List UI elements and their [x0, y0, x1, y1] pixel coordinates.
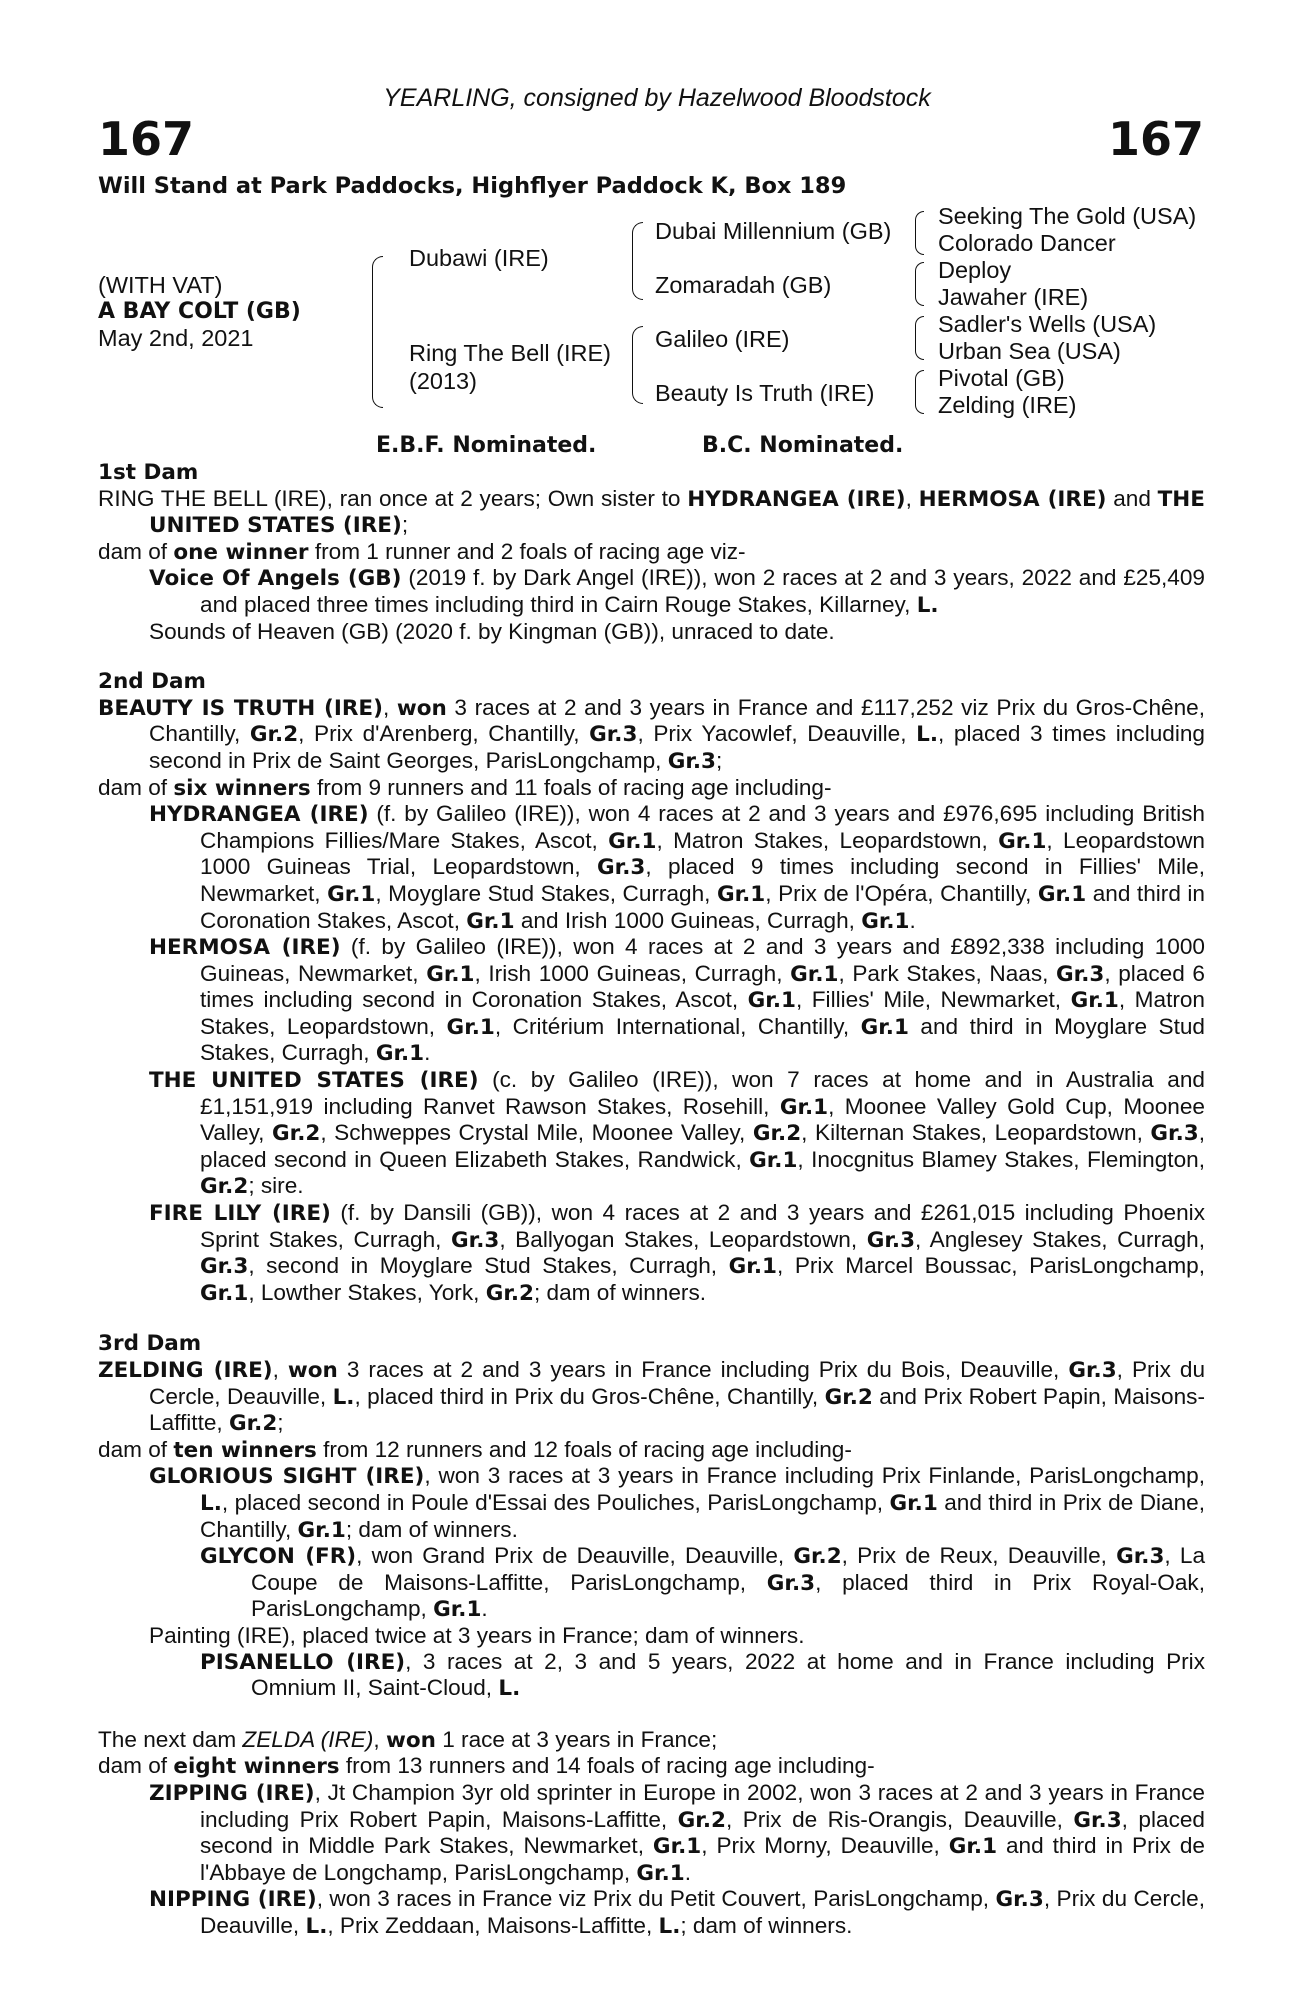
bold-text: Gr.1 — [466, 908, 515, 934]
pedigree-bracket-main — [372, 256, 383, 408]
bold-text: Gr.3 — [667, 748, 716, 774]
second-dam-produce-summary — [98, 775, 1205, 802]
bold-text: Gr.1 — [446, 1014, 495, 1040]
pedigree-dss: Sadler's Wells (USA) — [938, 311, 1157, 337]
bold-text: THE UNITED STATES (IRE) — [149, 486, 1205, 539]
text-segment: , Anglesey Stakes, Curragh, — [915, 1226, 1206, 1252]
produce-entry — [98, 1463, 1205, 1543]
pedigree-dam-dam: Beauty Is Truth (IRE) — [655, 380, 875, 406]
next-dam-produce-summary — [98, 1753, 1205, 1780]
bold-text: L. — [498, 1676, 521, 1702]
pedigree-ssd: Colorado Dancer — [938, 230, 1116, 256]
bold-text: Gr.1 — [652, 1834, 702, 1860]
pedigree-ddd: Zelding (IRE) — [938, 392, 1077, 418]
bold-text: L. — [916, 592, 939, 618]
bold-text: Gr.1 — [860, 1014, 909, 1040]
bold-text: Gr.1 — [728, 1254, 777, 1280]
bold-text: won — [385, 1727, 436, 1753]
pedigree-bracket-sire — [632, 222, 643, 300]
text-segment: , Park Stakes, Naas, — [838, 960, 1057, 986]
bold-text: THE UNITED STATES (IRE) — [149, 1068, 479, 1094]
text-segment: (c. by Galileo (IRE)), won 7 races at home and in Australia and £1,151,919 including Ranvet Rawson Stakes, Rosehill, — [200, 1067, 1205, 1119]
bold-text: Gr.3 — [766, 1570, 816, 1596]
text-segment: , Prix d'Arenberg, Chantilly, — [298, 721, 590, 747]
produce-entry — [98, 1067, 1205, 1200]
third-dam-heading: 3rd Dam — [98, 1331, 202, 1357]
bold-text: Gr.1 — [1037, 881, 1087, 907]
bold-text: HERMOSA (IRE) — [149, 935, 341, 961]
text-segment: and third in Prix de Diane, Chantilly, — [200, 1489, 1205, 1542]
text-segment: , won 3 races at 3 years in France including Prix Finlande, ParisLongchamp, — [424, 1463, 1206, 1489]
bold-text: Gr.1 — [608, 828, 657, 854]
bold-text: Gr.2 — [272, 1121, 321, 1147]
bold-text: PISANELLO (IRE) — [200, 1649, 406, 1675]
text-segment: (f. by Dansili (GB)), won 4 races at 2 and 3 years and £261,015 including Phoenix Sprint Stakes, Curragh, — [200, 1200, 1205, 1252]
text-segment: from 12 runners and 12 foals of racing age including- — [316, 1436, 852, 1462]
second-dam-heading: 2nd Dam — [98, 669, 206, 695]
pedigree-sire-dam: Zomaradah (GB) — [655, 272, 832, 298]
bold-text: Gr.1 — [375, 1041, 425, 1067]
text-segment: , second in Moyglare Stud Stakes, Curragh, — [248, 1253, 729, 1279]
text-segment: dam of — [98, 1753, 174, 1779]
text-segment: , Irish 1000 Guineas, Curragh, — [474, 960, 791, 986]
text-segment: , Prix Morny, Deauville, — [701, 1833, 949, 1859]
pedigree-bracket-ds — [915, 316, 924, 360]
bold-text: ZELDING (IRE) — [98, 1358, 273, 1383]
text-segment: (2019 f. by Dark Angel (IRE)), won 2 races at 2 and 3 years, 2022 and £25,409 and placed three times including third in Cairn Rouge Stakes, Killarney, — [200, 565, 1205, 617]
bold-text: L. — [916, 722, 938, 748]
text-segment: . — [909, 907, 916, 933]
pedigree-bracket-dam — [632, 326, 643, 404]
text-segment: from 13 runners and 14 foals of racing age including- — [339, 1753, 875, 1779]
bold-text: GLYCON (FR) — [200, 1544, 357, 1570]
foaling-date: May 2nd, 2021 — [98, 325, 254, 351]
bold-text: Gr.2 — [200, 1174, 249, 1200]
horse-name: A BAY COLT (GB) — [98, 299, 301, 324]
text-segment: , Prix de Ris-Orangis, Deauville, — [725, 1806, 1074, 1832]
text-segment: , Matron Stakes, Leopardstown, — [656, 827, 999, 853]
bold-text: ZIPPING (IRE) — [149, 1780, 315, 1806]
text-segment: , won Grand Prix de Deauville, Deauville, — [356, 1543, 794, 1569]
text-segment: ; — [277, 1410, 284, 1436]
bold-text: one winner — [173, 539, 309, 565]
text-segment: , Prix de Reux, Deauville, — [841, 1543, 1117, 1569]
bold-text: Gr.1 — [998, 828, 1047, 854]
first-dam-entry — [98, 486, 1205, 539]
produce-entry — [98, 1780, 1205, 1886]
first-dam-produce-summary — [98, 539, 1205, 566]
text-segment: , placed 6 times including second in Coronation Stakes, Ascot, — [200, 960, 1205, 1013]
next-dam-entry — [98, 1727, 1205, 1754]
text-segment: , Jt Champion 3yr old sprinter in Europe in 2002, won 3 races at 2 and 3 years in France including Prix Robert Papin, Maisons-Laffitte, — [200, 1779, 1205, 1832]
text-segment: , — [382, 694, 397, 720]
bold-text: Gr.3 — [1056, 961, 1105, 987]
bold-text: GLORIOUS SIGHT (IRE) — [149, 1464, 425, 1490]
bold-text: FIRE LILY (IRE) — [149, 1201, 331, 1227]
bold-text: Gr.3 — [597, 855, 646, 881]
text-segment: ; dam of winners. — [534, 1279, 707, 1305]
text-segment: and Prix Robert Papin, Maisons-Laffitte, — [149, 1383, 1205, 1436]
text-segment: , placed third in Prix du Gros-Chêne, Chantilly, — [354, 1383, 825, 1409]
pedigree-bracket-ss — [915, 211, 924, 255]
bc-nomination: B.C. Nominated. — [702, 433, 904, 458]
second-dam-entry — [98, 695, 1205, 775]
text-segment: ; dam of winners. — [680, 1912, 853, 1938]
text-segment: dam of — [98, 538, 174, 564]
bold-text: Gr.3 — [200, 1254, 249, 1280]
pedigree-sss: Seeking The Gold (USA) — [938, 203, 1197, 229]
text-segment: , — [272, 1357, 288, 1382]
pedigree-sds: Deploy — [938, 257, 1012, 283]
text-segment: , placed second in Middle Park Stakes, Newmarket, — [200, 1806, 1205, 1859]
bold-text: L. — [332, 1384, 355, 1410]
text-segment: ; — [716, 747, 723, 773]
produce-entry — [98, 934, 1205, 1067]
text-segment: , Inocgnitus Blamey Stakes, Flemington, — [797, 1146, 1205, 1172]
pedigree-dsd: Urban Sea (USA) — [938, 338, 1121, 364]
bold-text: Gr.3 — [451, 1227, 500, 1253]
bold-text: Gr.3 — [1073, 1807, 1122, 1833]
bold-text: Gr.1 — [747, 988, 796, 1014]
text-segment: ; sire. — [248, 1173, 304, 1199]
bold-text: L. — [305, 1913, 328, 1939]
text-segment: , 3 races at 2, 3 and 5 years, 2022 at home and in France including Prix Omnium II, Saint-Cloud, — [251, 1648, 1205, 1701]
text-segment: RING THE BELL (IRE), ran once at 2 years; Own sister to — [98, 485, 688, 511]
bold-text: ten winners — [173, 1437, 317, 1463]
bold-text: Gr.3 — [866, 1227, 916, 1253]
produce-entry — [98, 1649, 1205, 1702]
text-segment: and third in Moyglare Stud Stakes, Curragh, — [200, 1013, 1205, 1066]
vat-note: (WITH VAT) — [98, 272, 223, 298]
bold-text: Gr.2 — [485, 1280, 534, 1306]
pedigree-sire: Dubawi (IRE) — [409, 245, 549, 271]
text-segment: and third in Coronation Stakes, Ascot, — [200, 880, 1205, 933]
produce-entry — [98, 1543, 1205, 1623]
text-segment: . — [424, 1040, 431, 1066]
text-segment: . — [684, 1859, 691, 1885]
bold-text: Gr.2 — [793, 1544, 842, 1570]
bold-text: Gr.2 — [752, 1121, 802, 1147]
text-segment: . — [481, 1596, 488, 1622]
pedigree-bracket-dd — [915, 370, 924, 414]
lot-number-left: 167 — [98, 112, 195, 166]
text-segment: , Kilternan Stakes, Leopardstown, — [801, 1120, 1151, 1146]
pedigree-dam-sire: Galileo (IRE) — [655, 326, 790, 352]
bold-text: Gr.1 — [327, 881, 376, 907]
produce-entry — [98, 565, 1205, 618]
text-segment: 1 race at 3 years in France; — [435, 1726, 718, 1752]
bold-text: Voice Of Angels (GB) — [149, 566, 402, 592]
bold-text: Gr.1 — [716, 881, 766, 907]
produce-entry: Sounds of Heaven (GB) (2020 f. by Kingman (GB)), unraced to date. — [149, 618, 835, 644]
text-segment: , Prix Yacowlef, Deauville, — [637, 721, 917, 747]
text-segment: dam of — [98, 774, 174, 800]
bold-text: Gr.1 — [636, 1860, 685, 1886]
bold-text: six winners — [173, 775, 311, 801]
bold-text: Gr.2 — [824, 1384, 873, 1410]
text-segment: and Irish 1000 Guineas, Curragh, — [514, 907, 862, 933]
text-segment: 3 races at 2 and 3 years in France including Prix du Bois, Deauville, — [337, 1357, 1069, 1382]
bold-text: Gr.1 — [948, 1834, 998, 1860]
text-segment: , Leopardstown 1000 Guineas Trial, Leopardstown, — [200, 827, 1205, 880]
bold-text: Gr.1 — [749, 1147, 798, 1173]
bold-text: Gr.3 — [1068, 1358, 1117, 1383]
produce-entry — [98, 1200, 1205, 1306]
stand-location: Will Stand at Park Paddocks, Highflyer Paddock K, Box 189 — [98, 173, 847, 199]
third-dam-produce-summary — [98, 1437, 1205, 1464]
bold-text: won — [287, 1358, 338, 1383]
text-segment: from 9 runners and 11 foals of racing age including- — [310, 774, 832, 800]
text-segment: 3 races at 2 and 3 years in France and £117,252 viz Prix du Gros-Chêne, Chantilly, — [149, 694, 1205, 747]
first-dam-heading: 1st Dam — [98, 460, 199, 485]
text-segment: , won 3 races in France viz Prix du Petit Couvert, ParisLongchamp, — [316, 1886, 996, 1912]
bold-text: NIPPING (IRE) — [149, 1887, 317, 1913]
text-segment: from 1 runner and 2 foals of racing age viz- — [308, 538, 746, 564]
lot-number-right: 167 — [1107, 112, 1204, 166]
text-segment: , Prix de l'Opéra, Chantilly, — [765, 880, 1038, 906]
text-segment: , Prix du Cercle, Deauville, — [149, 1357, 1206, 1409]
text-segment: ; dam of winners. — [345, 1516, 518, 1542]
text-segment: , Matron Stakes, Leopardstown, — [200, 987, 1206, 1039]
text-segment: , La Coupe de Maisons-Laffitte, ParisLongchamp, — [251, 1543, 1206, 1595]
text-segment: dam of — [98, 1436, 174, 1462]
ebf-nomination: E.B.F. Nominated. — [376, 433, 597, 458]
produce-entry — [98, 1886, 1205, 1939]
bold-text: won — [396, 695, 447, 721]
produce-entry: Painting (IRE), placed twice at 3 years in France; dam of winners. — [149, 1622, 805, 1648]
text-segment: , placed second in Queen Elizabeth Stakes, Randwick, — [200, 1120, 1205, 1172]
text-segment: (f. by Galileo (IRE)), won 4 races at 2 and 3 years and £892,338 including 1000 Guineas, Newmarket, — [200, 934, 1206, 986]
bold-text: Gr.3 — [995, 1887, 1044, 1913]
bold-text: HYDRANGEA (IRE) — [149, 802, 369, 828]
text-segment: , Moonee Valley Gold Cup, Moonee Valley, — [200, 1093, 1205, 1146]
bold-text: Gr.2 — [677, 1807, 726, 1833]
pedigree-dam: Ring The Bell (IRE) — [409, 340, 611, 366]
third-dam-entry — [98, 1357, 1205, 1437]
bold-text: L. — [200, 1490, 222, 1516]
bold-text: Gr.2 — [228, 1411, 278, 1437]
bold-text: Gr.1 — [200, 1280, 249, 1306]
bold-text: Gr.1 — [297, 1517, 346, 1543]
text-segment: , placed second in Poule d'Essai des Pouliches, ParisLongchamp, — [221, 1489, 890, 1515]
bold-text: eight winners — [173, 1754, 340, 1780]
bold-text: Gr.1 — [779, 1094, 829, 1120]
text-segment: , Moyglare Stud Stakes, Curragh, — [375, 880, 717, 906]
bold-text: Gr.1 — [433, 1597, 482, 1623]
text-segment: , placed third in Prix Royal-Oak, ParisLongchamp, — [251, 1569, 1205, 1622]
bold-text: Gr.3 — [1150, 1121, 1199, 1147]
text-segment: , Prix du Cercle, Deauville, — [200, 1886, 1206, 1938]
bold-text: Gr.1 — [426, 961, 475, 987]
bold-text: Gr.3 — [589, 722, 638, 748]
bold-text: Gr.1 — [861, 908, 910, 934]
text-segment: , placed 9 times including second in Fillies' Mile, Newmarket, — [200, 854, 1205, 906]
catalogue-subtitle: YEARLING, consigned by Hazelwood Bloodstock — [383, 84, 931, 112]
text-segment: The next dam — [98, 1726, 243, 1752]
text-segment: , placed 3 times including second in Prix de Saint Georges, ParisLongchamp, — [149, 721, 1205, 773]
bold-text: Gr.2 — [249, 722, 299, 748]
text-segment: , Prix Marcel Boussac, ParisLongchamp, — [776, 1253, 1205, 1279]
text-segment: ZELDA (IRE) — [242, 1726, 374, 1752]
text-segment: , Ballyogan Stakes, Leopardstown, — [499, 1226, 867, 1252]
bold-text: L. — [658, 1913, 681, 1939]
text-segment: , Schweppes Crystal Mile, Moonee Valley, — [320, 1120, 753, 1146]
pedigree-sdd: Jawaher (IRE) — [938, 284, 1089, 310]
pedigree-dds: Pivotal (GB) — [938, 365, 1065, 391]
text-segment: and third in Prix de l'Abbaye de Longchamp, ParisLongchamp, — [200, 1833, 1205, 1885]
pedigree-dam-year: (2013) — [409, 368, 477, 394]
pedigree-sire-sire: Dubai Millennium (GB) — [655, 218, 892, 244]
text-segment: (f. by Galileo (IRE)), won 4 races at 2 and 3 years and £976,695 including British Champions Fillies/Mare Stakes, Ascot, — [200, 801, 1205, 853]
pedigree-bracket-sd — [915, 262, 924, 306]
text-segment: , Lowther Stakes, York, — [248, 1279, 486, 1305]
text-segment: , — [905, 485, 919, 511]
text-segment: , Prix Zeddaan, Maisons-Laffitte, — [327, 1912, 659, 1938]
catalogue-body — [98, 460, 1205, 1939]
text-segment: and — [1106, 485, 1158, 511]
text-segment: , Critérium International, Chantilly, — [494, 1013, 861, 1039]
bold-text: Gr.1 — [790, 961, 839, 987]
text-segment: ; — [401, 512, 409, 538]
text-segment: , Fillies' Mile, Newmarket, — [795, 987, 1071, 1013]
bold-text: BEAUTY IS TRUTH (IRE) — [98, 695, 383, 721]
produce-entry — [98, 801, 1205, 934]
bold-text: HERMOSA (IRE) — [918, 486, 1107, 512]
bold-text: Gr.3 — [1116, 1544, 1165, 1570]
bold-text: Gr.1 — [889, 1490, 938, 1516]
bold-text: Gr.1 — [1070, 988, 1119, 1014]
text-segment: , — [373, 1726, 386, 1752]
bold-text: HYDRANGEA (IRE) — [687, 486, 906, 512]
